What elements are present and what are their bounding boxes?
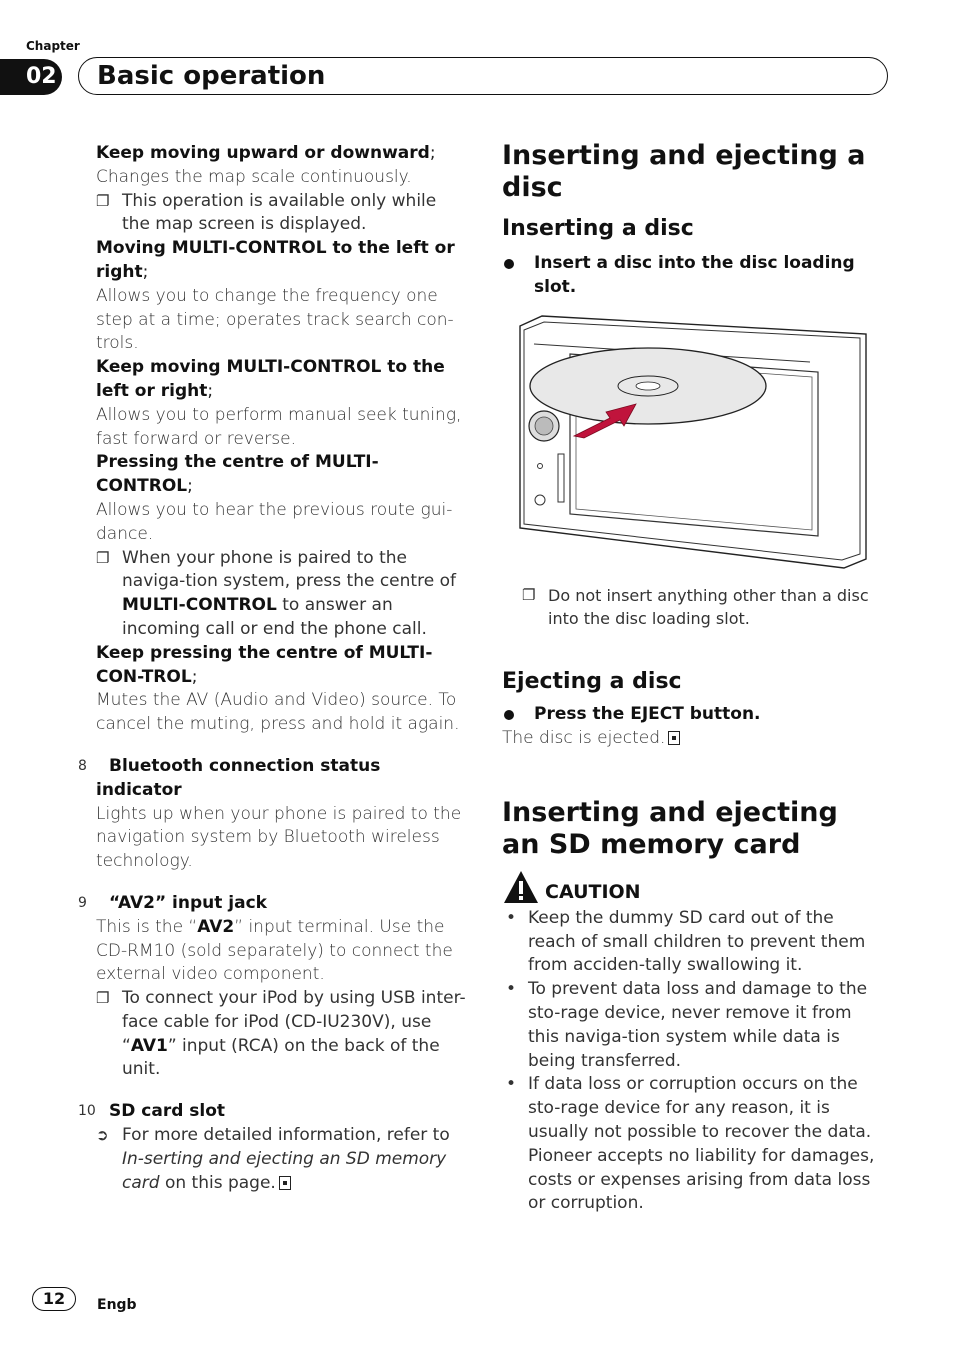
note	[96, 987, 468, 1082]
chapter-label: Chapter	[26, 39, 80, 53]
reference-link[interactable]: In-serting and ejecting an SD memory card	[122, 1148, 447, 1193]
item-number: 10	[78, 1103, 96, 1120]
item-text: Allows you to perform manual seek tuning, fast forward or reverse.	[96, 404, 462, 449]
step-text: Insert a disc into the disc loading slot.	[534, 253, 855, 297]
caution-bullet: • To prevent data loss and damage to the sto-rage device, never remove it from this naviga-tion system while data is being transferred.	[506, 979, 868, 1071]
note-emphasis: MULTI-CONTROL	[122, 595, 277, 616]
item-text: Mutes the AV (Audio and Video) source. To cancel the muting, press and hold it again.	[96, 690, 460, 735]
item-text: This is the “AV2” input terminal. Use the CD-RM10 (sold separately) to connect the external video component.	[96, 916, 453, 985]
step	[502, 252, 882, 300]
note	[96, 547, 468, 642]
warning-triangle-icon	[502, 869, 540, 905]
item-number: 8	[78, 757, 87, 774]
note-text: to answer an incoming call or end the phone call.	[122, 595, 427, 639]
item-title: SD card slot	[109, 1101, 226, 1122]
disc-unit-drawing	[514, 314, 870, 570]
note-text: When your phone is paired to the naviga-tion system, press the centre of	[122, 547, 456, 592]
item-text: Lights up when your phone is paired to the navigation system by Bluetooth wireless technology.	[96, 803, 462, 872]
item-text: Changes the map scale continuously.	[96, 166, 412, 187]
section-heading: Inserting and ejecting a disc	[502, 140, 866, 203]
subsection-heading: Ejecting a disc	[502, 669, 682, 695]
numbered-item-8	[78, 755, 468, 803]
item-title: Keep moving upward or downward	[96, 143, 430, 163]
chapter-title: Basic operation	[97, 61, 326, 91]
item-title: Keep moving MULTI-CONTROL to the left or right	[96, 357, 445, 401]
item-title: Pressing the centre of MULTI-CONTROL	[96, 452, 379, 497]
note-text: To connect your iPod by using USB inter-face cable for iPod (CD-IU230V), use “	[122, 988, 466, 1056]
step-result: The disc is ejected.	[502, 727, 882, 751]
language-code: Engb	[97, 1297, 137, 1313]
item-text: Allows you to hear the previous route gui-dance.	[96, 499, 453, 544]
note-text: ” input (RCA) on the back of the unit.	[122, 1035, 440, 1080]
bullet-icon: •	[506, 979, 517, 1000]
note-box-icon: ❐	[96, 191, 110, 210]
caution-bullet: • If data loss or corruption occurs on the sto-rage device for any reason, it is usually not possible to recover the data. Pioneer accepts no liability for damages, costs or expenses arising from data loss or corruption.	[506, 1074, 875, 1214]
disc-insertion-illustration	[514, 314, 870, 570]
item-title: Bluetooth connection status indicator	[96, 755, 381, 800]
note	[96, 190, 468, 238]
end-mark-icon	[279, 1176, 291, 1190]
numbered-item-10	[78, 1100, 468, 1124]
reference-text: For more detailed information, refer to	[122, 1125, 450, 1146]
item-text: Allows you to change the frequency one step at a time; operates track search con-trols.	[96, 285, 454, 354]
note-emphasis: AV1	[130, 1035, 168, 1056]
left-column: Keep moving upward or downward; Changes the map scale continuously. ❐ This operation is available only while the map screen is displayed. Moving MULTI-CONTROL to the left or right; Allows you to change the frequency one step at a time; operates track search con-trols. Keep moving MULTI-CONTROL to the left or right; Allows you to perform manual seek tuning, fast forward or reverse. Pressing the centre of MULTI-CONTROL; Allows you to hear the previous route gui-dance. ❐ When your phone is paired to the naviga-tion system, press the centre of MULTI-CONTROL to answer an incoming call or end the phone call. Keep pressing the centre of MULTI-CON-TROL; Mutes the AV (Audio and Video) source. To cancel the muting, press and hold it again. 8 Bluetooth connection status indicator Lights up when your phone is paired to the navigation system by Bluetooth wireless technology. 9 “AV2” input jack This is the “AV2” input terminal. Use the CD-RM10 (sold separately) to connect the external video component. ❐ To connect your iPod by using USB inter-face cable for iPod (CD-IU230V), use “AV1” input (RCA) on the back of the unit. 10 SD card slot ➲ For more detailed information, refer to In-serting and ejecting an SD memory card on this page.	[96, 142, 468, 1195]
item-number: 9	[78, 894, 87, 911]
reference-arrow-icon: ➲	[96, 1126, 109, 1145]
note-text: Do not insert anything other than a disc into the disc loading slot.	[548, 585, 869, 629]
page-number: 12	[32, 1287, 76, 1311]
subsection-heading: Inserting a disc	[502, 216, 694, 241]
numbered-item-9	[78, 892, 468, 916]
reference-text: on this page.	[159, 1172, 276, 1193]
end-mark-icon	[668, 731, 680, 745]
caution-bullet: • Keep the dummy SD card out of the reach of small children to prevent them from acciden-tally swallowing it.	[506, 907, 866, 976]
bullet-icon	[504, 259, 514, 269]
section-heading: Inserting and ejecting an SD memory card	[502, 796, 838, 860]
caution-label: CAUTION	[545, 880, 641, 903]
item-title: Moving MULTI-CONTROL to the left or right	[96, 238, 455, 282]
bullet-icon	[504, 710, 514, 720]
note	[522, 584, 882, 632]
right-column	[502, 140, 882, 1216]
note-box-icon: ❐	[96, 989, 110, 1008]
caution-header	[502, 869, 882, 907]
item-title: Keep pressing the centre of MULTI-CON-TROL	[96, 642, 433, 687]
note-box-icon: ❐	[522, 585, 536, 604]
step	[502, 703, 882, 727]
reference	[96, 1124, 468, 1195]
note-box-icon: ❐	[96, 548, 110, 567]
chapter-number-badge: 02	[0, 59, 62, 95]
bullet-icon: •	[506, 907, 517, 928]
bullet-icon: •	[506, 1074, 517, 1095]
step-text: Press the EJECT button.	[534, 704, 761, 725]
note-text: This operation is available only while the map screen is displayed.	[122, 190, 437, 235]
item-title: “AV2” input jack	[109, 892, 267, 913]
